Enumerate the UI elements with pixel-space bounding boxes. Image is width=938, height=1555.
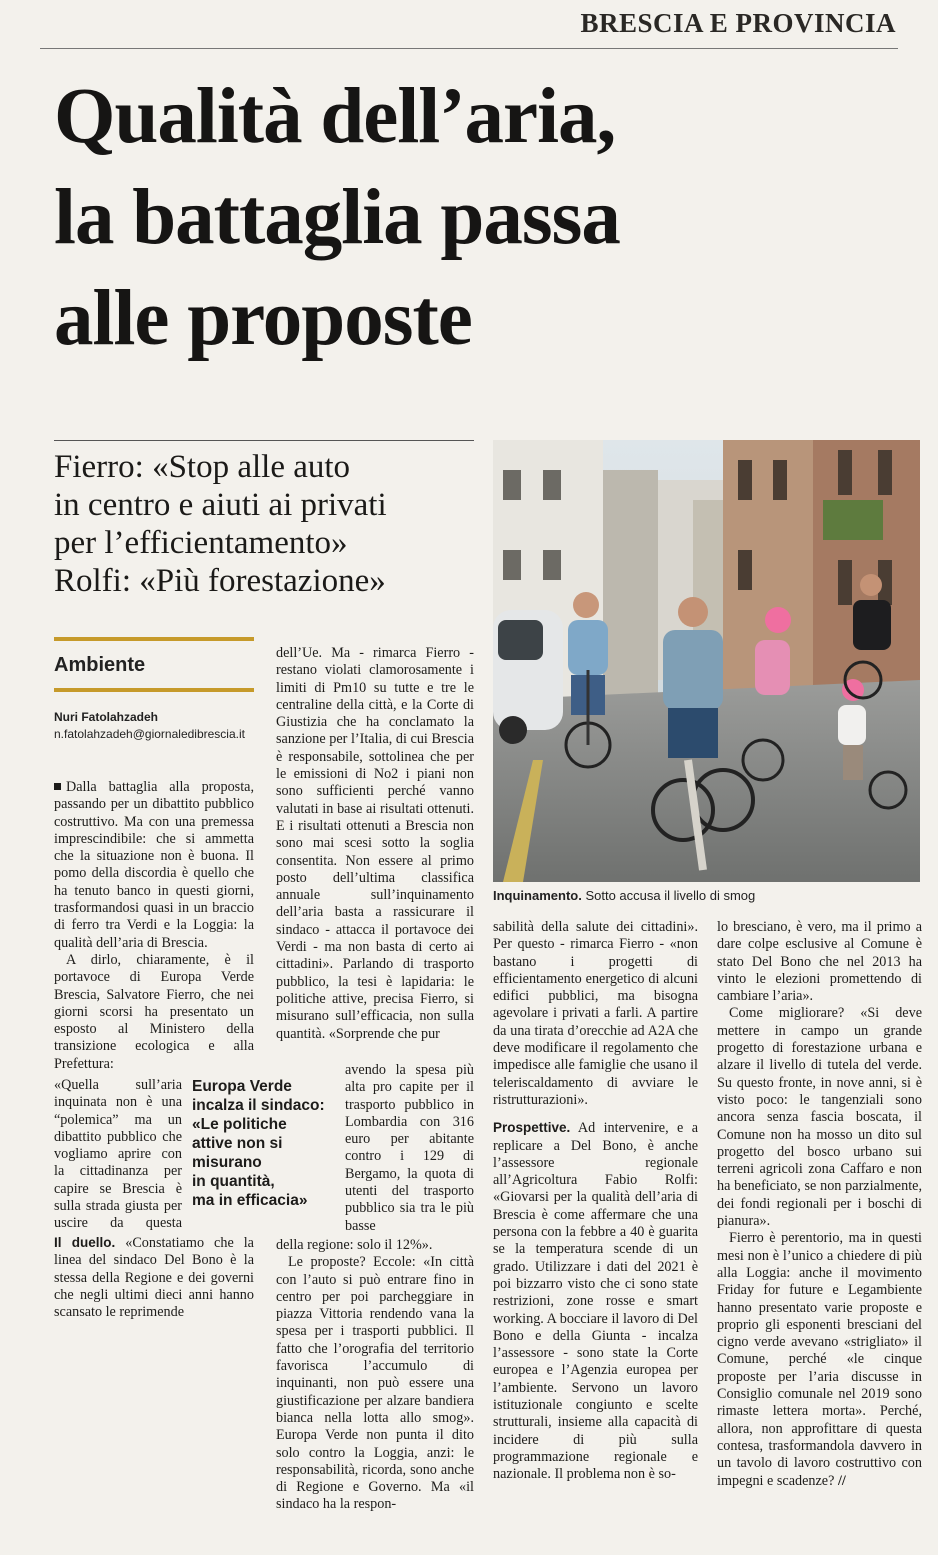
kicker-bar-top [54,637,254,641]
body-paragraph: Ad intervenire, e a replicare a Del Bono, è anche l’assessore regionale all’Agricoltura Fabio Rolfi: «Giovarsi per la qualità dell’aria di Brescia è come affermare che una persona con la febbre a 40 è guarita se la temperatura scende di un grado. Utilizzare i dati del 2021 è poi bizzarro visto che ci sono state restrizioni, zone rosse e smart working. A bocciare il lavoro di Del Bono e della Giunta - incalza l’assessore - sono state la Corte europea e l’Agenzia europea per l’ambiente. Servono un lavoro istituzionale congiunto e scelte strutturali, insieme alla capacità di incidere di più sulla programmazione regionale e nazionale. Il problema non è so- [493,1120,698,1483]
headline-line: la battaglia passa [54,174,620,261]
headline [54,66,894,369]
body-column-2-narrow [345,1062,474,1237]
author-name: Nuri Fatolahzadeh [54,710,159,724]
lead-square-icon [54,783,61,790]
end-mark: // [837,1472,846,1489]
body-paragraph: Come migliorare? «Si deve mettere in campo un grande progetto di forestazione urbana e alzare il livello di tutela del verde. Su questo fronte, in nove anni, si è visto poco: le tangenziali sono ancora senza fascia boscata, il Comune non ha mosso un dito sul progetto del bosco urbano sui terreni agricoli zona Caffaro e non ha beneficiato, se non parzialmente, dei fondi regionali per i boschi di pianura». [717,1005,922,1230]
top-rule [40,48,898,49]
pull-quote-line: attive non si [192,1135,283,1152]
body-paragraph: «Constatiamo che la linea del sindaco Del Bono è la stessa della Regione e dei governi che negli ultimi dieci anni hanno scansato le reprimende [54,1235,254,1321]
body-paragraph: avendo la spesa più alta pro capite per il trasporto pubblico in Lombardia con 316 euro per abitante contro i 129 di Bergamo, la quota di utenti del trasporto pubblico sia tra le più basse [345,1062,474,1234]
kicker: Ambiente [54,654,146,676]
pull-quote-line: in quantità, [192,1173,275,1190]
street-cyclists-image [493,440,920,882]
headline-line: alle proposte [54,275,472,362]
author-email: n.fatolahzadeh@giornaledibrescia.it [54,727,245,741]
section-lead: Prospettive. [493,1120,571,1136]
body-paragraph: «Quella sull’aria inquinata non è una “polemica” ma un dibattito pubblico che vogliamo aprire con la cittadinanza per capire se Brescia è sulla strada giusta per uscire da questa [54,1077,182,1232]
subheadline [54,448,484,600]
body-paragraph: Dalla battaglia alla proposta, passando per un dibattito pubblico costruttivo. Ma con una premessa imprescindibile: che si ammetta che la situazione non è buona. Il pomo della discordia è quello che ha tenuto banco in questi giorni, trasformandosi quasi in un braccio di ferro tra Verdi e la Loggia: la qualità dell’aria di Brescia. [54,779,254,951]
pull-quote [192,1077,332,1210]
caption-text: Sotto accusa il livello di smog [581,888,756,903]
body-column-1-narrow [54,1077,182,1234]
kicker-bar-bottom [54,688,254,692]
body-column-2 [276,645,474,1062]
pull-quote-line: «Le politiche [192,1116,287,1133]
pull-quote-line: ma in efficacia» [192,1192,308,1209]
photo-caption [493,888,923,903]
body-column-1 [54,779,254,1077]
subheadline-line: per l’efficientamento» [54,525,348,561]
subheadline-line: in centro e aiuti ai privati [54,487,387,523]
pull-quote-line: incalza il sindaco: [192,1097,325,1114]
section-header: BRESCIA E PROVINCIA [580,8,896,38]
subheadline-line: Rolfi: «Più forestazione» [54,563,386,599]
article-photo [493,440,920,882]
body-paragraph: della regione: solo il 12%». [276,1237,433,1253]
body-paragraph: Le proposte? Eccole: «In città con l’auto si può entrare fino in centro per poi parcheggiare in piazza Vittoria rendendo vana la spesa per i trasporti pubblici. Il fatto che l’orografia del territorio favorisca l’accumulo di inquinanti, non può essere una giustificazione per alzare bandiera bianca nella lotta allo smog». Europa Verde non punta il dito solo contro la Loggia, anzi: le responsabilità, ricorda, sono anche di Regione e Governo. Ma «il sindaco ha la respon- [276,1254,474,1513]
headline-line: Qualità dell’aria, [54,73,616,160]
body-paragraph: dell’Ue. Ma - rimarca Fierro - restano violati clamorosamente i limiti di Pm10 su tutte e tre le centraline della città, e la Corte di Giustizia che ha conclamato la sanzione per l’Italia, di cui Brescia è responsabile, sottolinea che per le emissioni di No2 i piani non sono sufficienti perché vanno valutati in base ai risultati ottenuti. E i risultati ottenuti a Brescia non sono mai scesi sotto la soglia consentita. Non essere al primo posto dell’ultima classifica annuale sull’inquinamento dell’aria basta a rassicurare il sindaco - attacca il portavoce dei Verdi - ma non basta di certo ai cittadini». Parlando di trasporto pubblico, la tesi è lapidaria: le politiche attive, precisa Fierro, si misurano sull’efficacia, non sulla quantità. «Sorprende che pur [276,645,474,1042]
body-paragraph: lo bresciano, è vero, ma il primo a dare colpe esclusive al Comune è stato Del Bono che nel 2013 ha vinto le elezioni promettendo di cambiare l’aria». [717,919,922,1005]
pull-quote-line: misurano [192,1154,262,1171]
body-column-3 [493,919,698,1535]
byline [54,709,245,743]
caption-label: Inquinamento. [493,888,582,903]
body-paragraph: Fierro è perentorio, ma in questi mesi non è l’unico a chiedere di più alla Loggia: anche il movimento Friday for future e Legambiente hanno presentato varie proposte e proprio gli esponenti bresciani del cigno verde avevano «strigliato» il Comune, perché «le cinque proposte per l’aria discusse in Consiglio comunale nel 2019 sono rimaste lettera morta». Perché, allora, non approfittare di questa contesa, trasformandola davvero in un tavolo di lavoro costruttivo con impegni e scadenze? [717,1230,922,1489]
pull-quote-line: Europa Verde [192,1078,292,1095]
section-lead: Il duello. [54,1235,116,1250]
body-column-2-bottom [276,1237,474,1535]
body-column-1-bottom [54,1234,254,1532]
subheadline-line: Fierro: «Stop alle auto [54,449,351,485]
subhead-rule [54,440,474,441]
body-column-4 [717,919,922,1535]
body-paragraph: A dirlo, chiaramente, è il portavoce di Europa Verde Brescia, Salvatore Fierro, che nei giorni scorsi ha presentato un esposto al Ministero della transizione ecologica e alla Prefettura: [54,951,254,1072]
body-paragraph: sabilità della salute dei cittadini». Per questo - rimarca Fierro - «non bastano i progetti di efficientamento energetico di alcuni edifici pubblici, ma bisogna agevolare i privati a farli. A partire da una tirata d’orecchie ad A2A che deve modificare il regolamento che impedisce alle famiglie che usano il teleriscaldamento di avviare le ristrutturazioni». [493,919,698,1108]
